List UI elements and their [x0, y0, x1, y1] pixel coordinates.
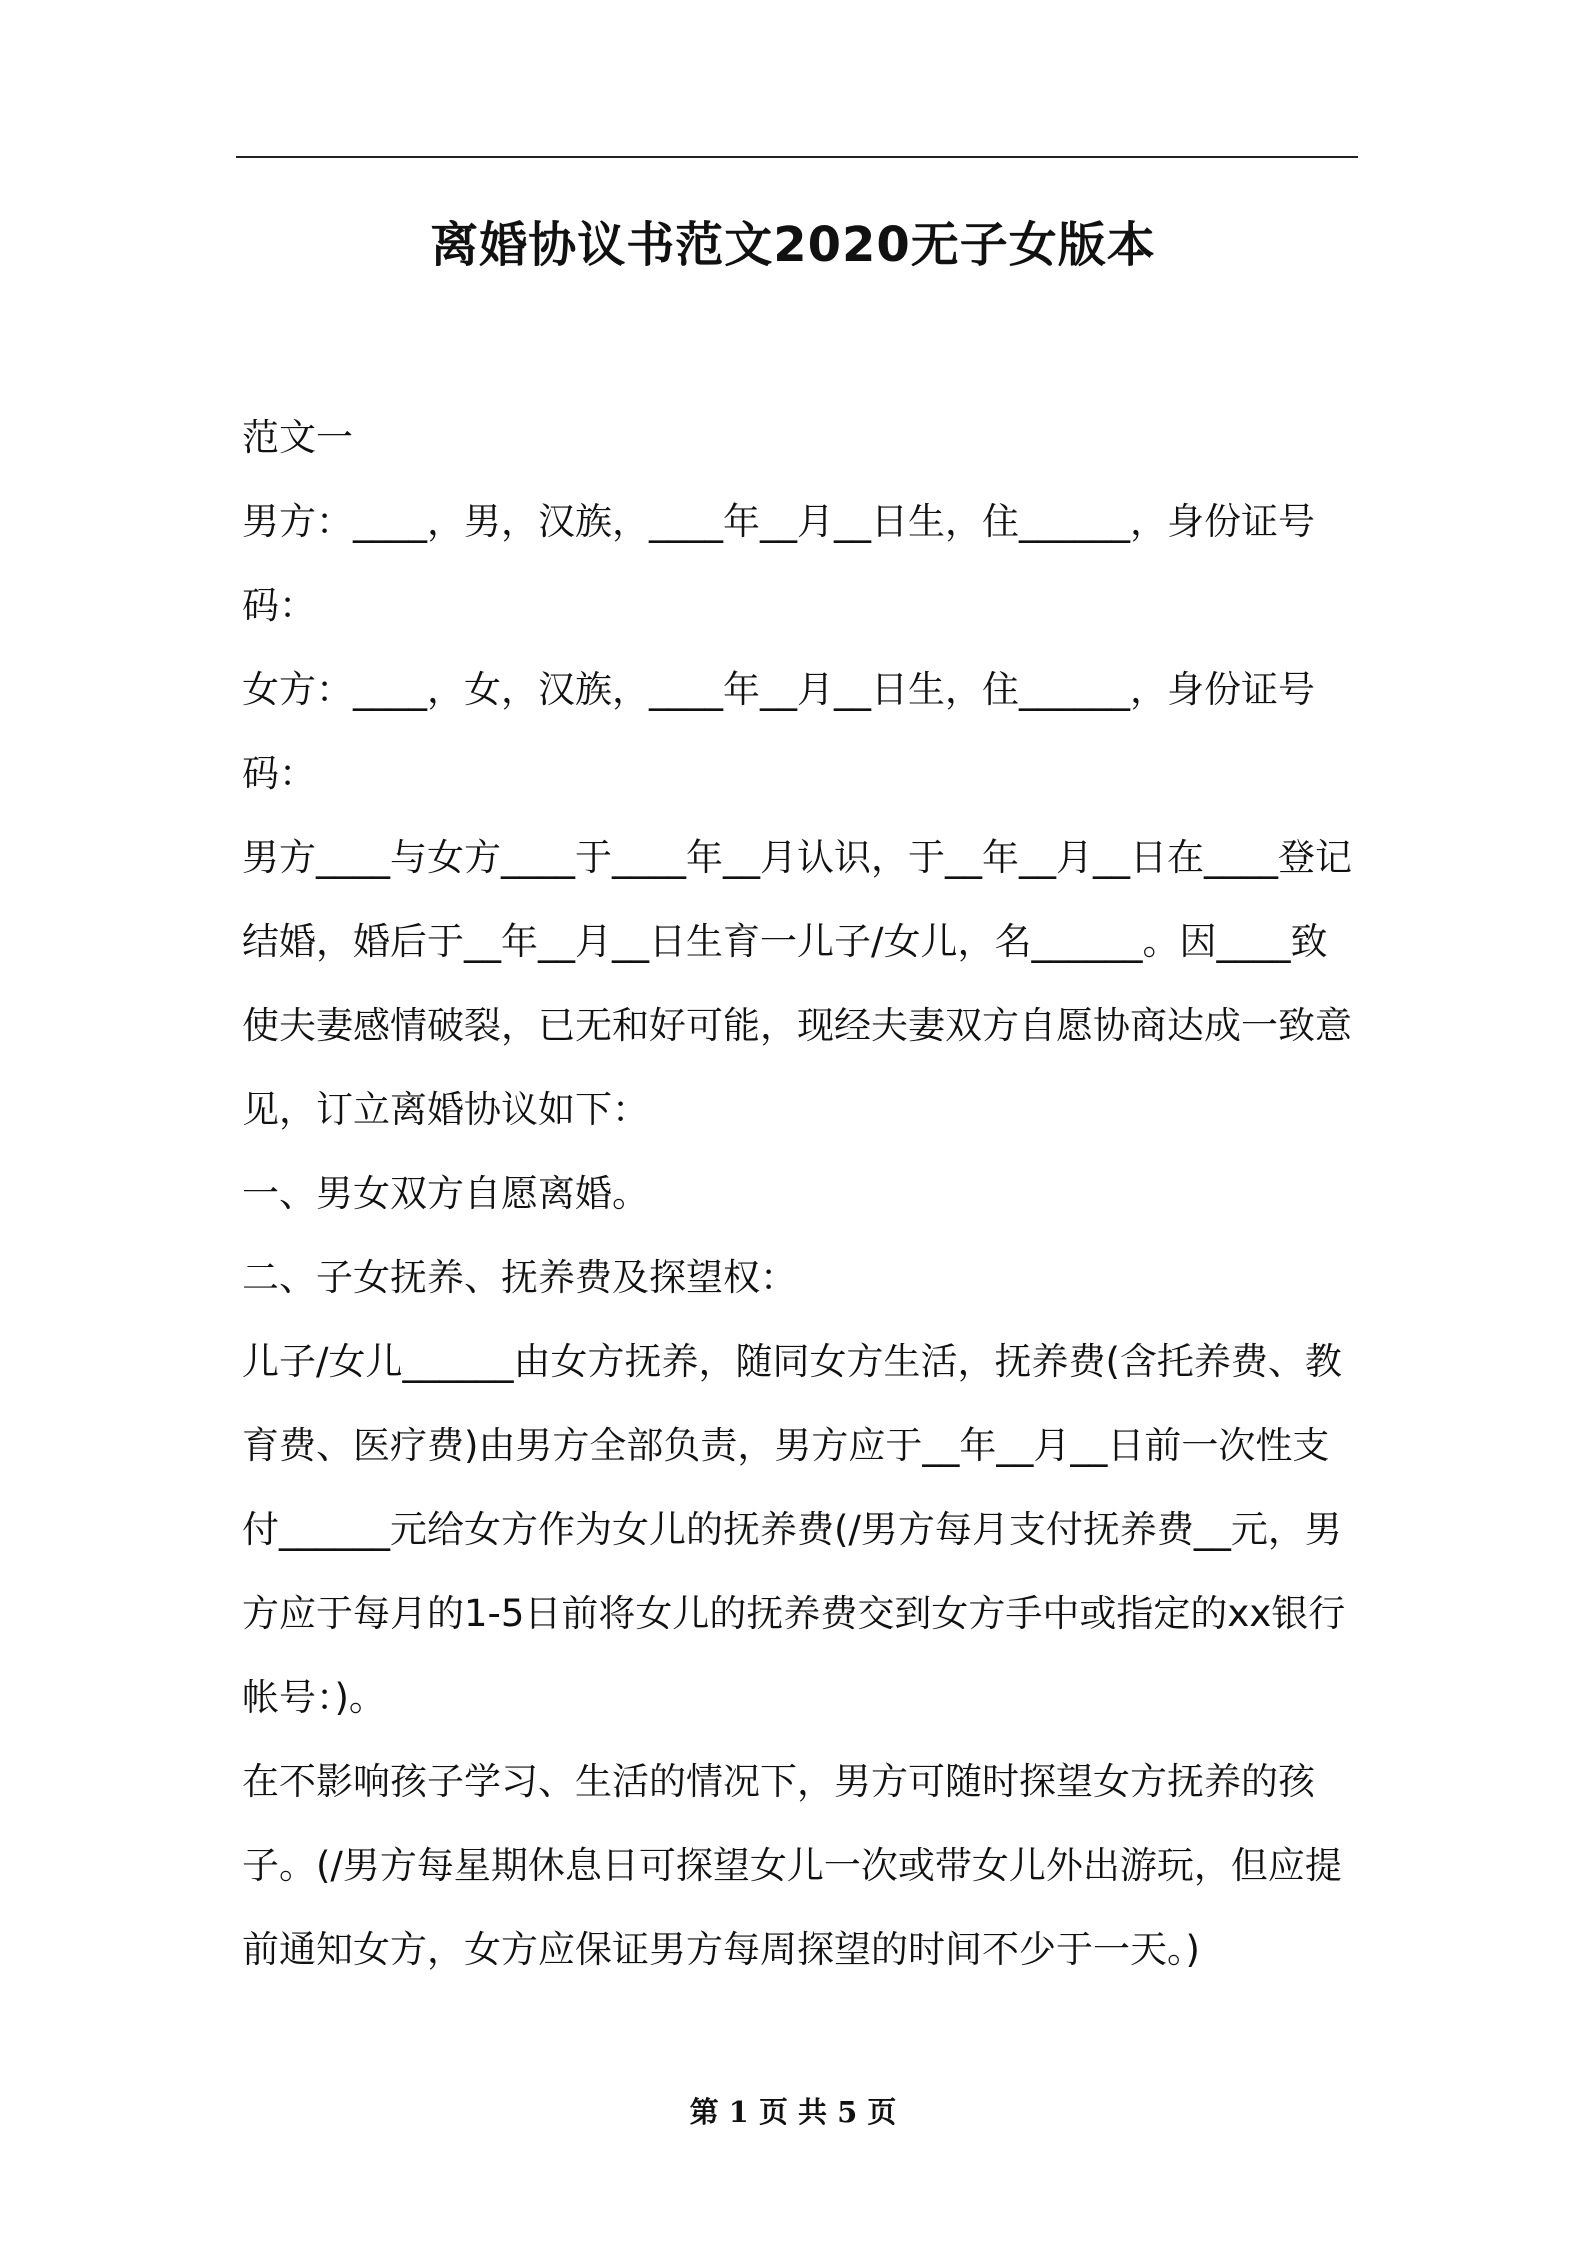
paragraph-male-party: 男方：____，男，汉族，____年__月__日生，住______，身份证号码： — [242, 500, 1315, 627]
paragraph-visitation: 在不影响孩子学习、生活的情况下，男方可随时探望女方抚养的孩子。(/男方每星期休息日可探望女儿一次或带女儿外出游玩，但应提前通知女方，女方应保证男方每周探望的时间不少于一天。) — [242, 1760, 1342, 1971]
document-title: 离婚协议书范文2020无子女版本 — [430, 217, 1156, 273]
page-indicator: 第 1 页 共 5 页 — [689, 2095, 897, 2129]
header-rule — [236, 156, 1358, 158]
paragraph-female-party: 女方：____，女，汉族，____年__月__日生，住______，身份证号码： — [242, 668, 1315, 795]
paragraph-child-support: 儿子/女儿______由女方抚养，随同女方生活，抚养费(含托养费、教育费、医疗费)由男方全部负责，男方应于__年__月__日前一次性支付______元给女方作为女儿的抚养费(/男方每月支付抚养费__元，男方应于每月的1-5日前将女儿的抚养费交到女方手中或指定的xx银行帐号：)。 — [242, 1340, 1346, 1719]
clause-one: 一、男女双方自愿离婚。 — [242, 1172, 649, 1215]
clause-two-heading: 二、子女抚养、抚养费及探望权： — [242, 1256, 797, 1299]
section-heading: 范文一 — [242, 416, 353, 459]
document-body — [242, 396, 1358, 1992]
paragraph-background: 男方____与女方____于____年__月认识，于__年__月__日在____登记结婚，婚后于__年__月__日生育一儿子/女儿，名______。因____致使夫妻感情破裂，已无和好可能，现经夫妻双方自愿协商达成一致意见，订立离婚协议如下： — [242, 836, 1352, 1131]
